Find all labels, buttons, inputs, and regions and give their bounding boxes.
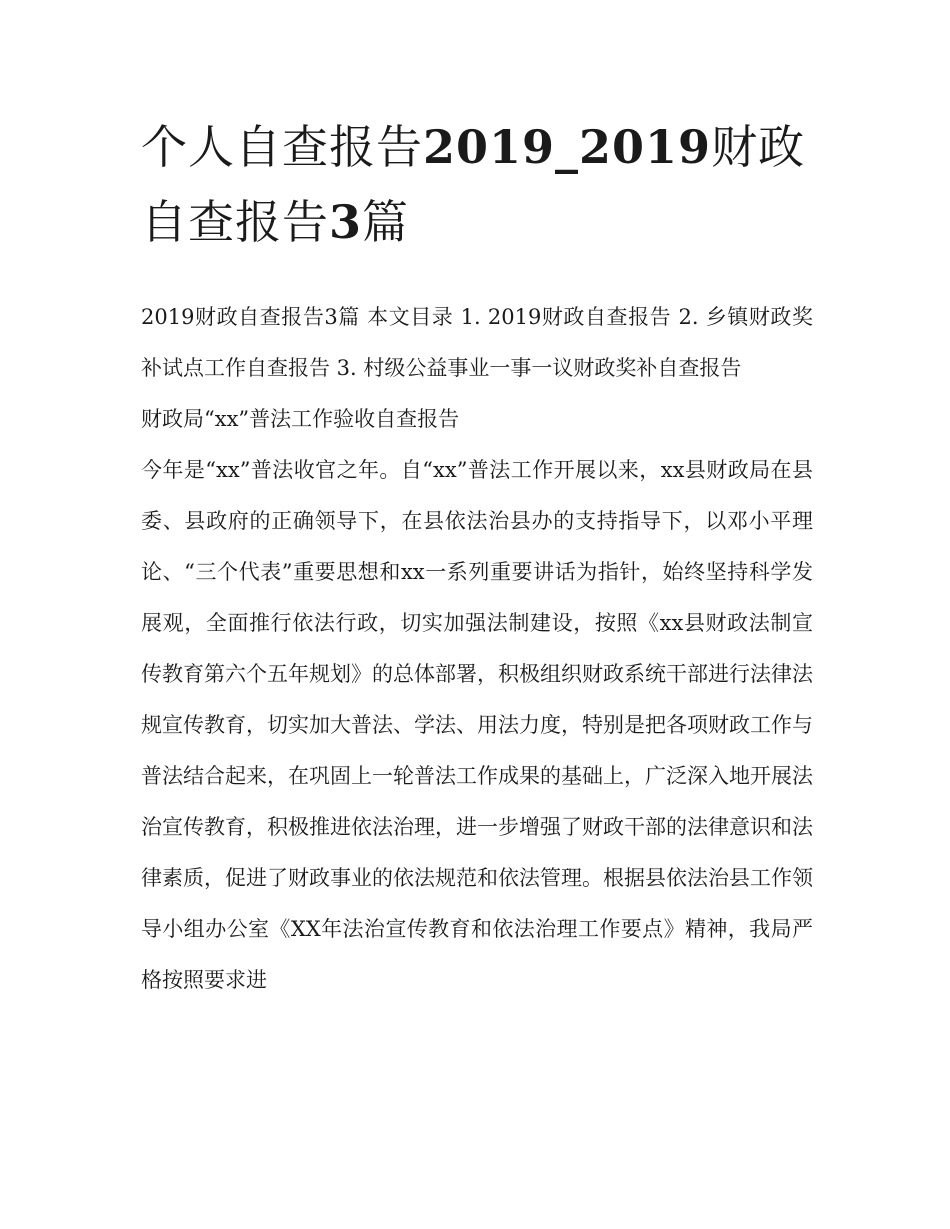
document-page (141, 110, 813, 1006)
title-part: 财政自查报告 (141, 120, 806, 249)
table-of-contents-paragraph: 2019财政自查报告3篇 本文目录 1. 2019财政自查报告 2. 乡镇财政奖补试点工作自查报告 3. 村级公益事业一事一议财政奖补自查报告 (141, 305, 813, 380)
section-heading: 财政局“xx”普法工作验收自查报告 (141, 407, 460, 431)
title-part: 3 (329, 195, 363, 249)
title-part: 2019_2019 (423, 120, 712, 174)
title-part: 篇 (362, 195, 410, 249)
document-title (141, 110, 813, 260)
body-paragraph: 今年是“xx”普法收官之年。自“xx”普法工作开展以来，xx县财政局在县委、县政府的正确领导下，在县依法治县办的支持指导下，以邓小平理论、“三个代表”重要思想和xx一系列重要讲话为指针，始终坚持科学发展观，全面推行依法行政，切实加强法制建设，按照《xx县财政法制宣传教育第六个五年规划》的总体部署，积极组织财政系统干部进行法律法规宣传教育，切实加大普法、学法、用法力度，特别是把各项财政工作与普法结合起来，在巩固上一轮普法工作成果的基础上，广泛深入地开展法治宣传教育，积极推进依法治理，进一步增强了财政干部的法律意识和法律素质，促进了财政事业的依法规范和依法管理。根据县依法治县工作领导小组办公室《XX年法治宣传教育和依法治理工作要点》精神，我局严格按照要求进 (141, 458, 813, 992)
title-part: 个人自查报告 (141, 120, 423, 174)
